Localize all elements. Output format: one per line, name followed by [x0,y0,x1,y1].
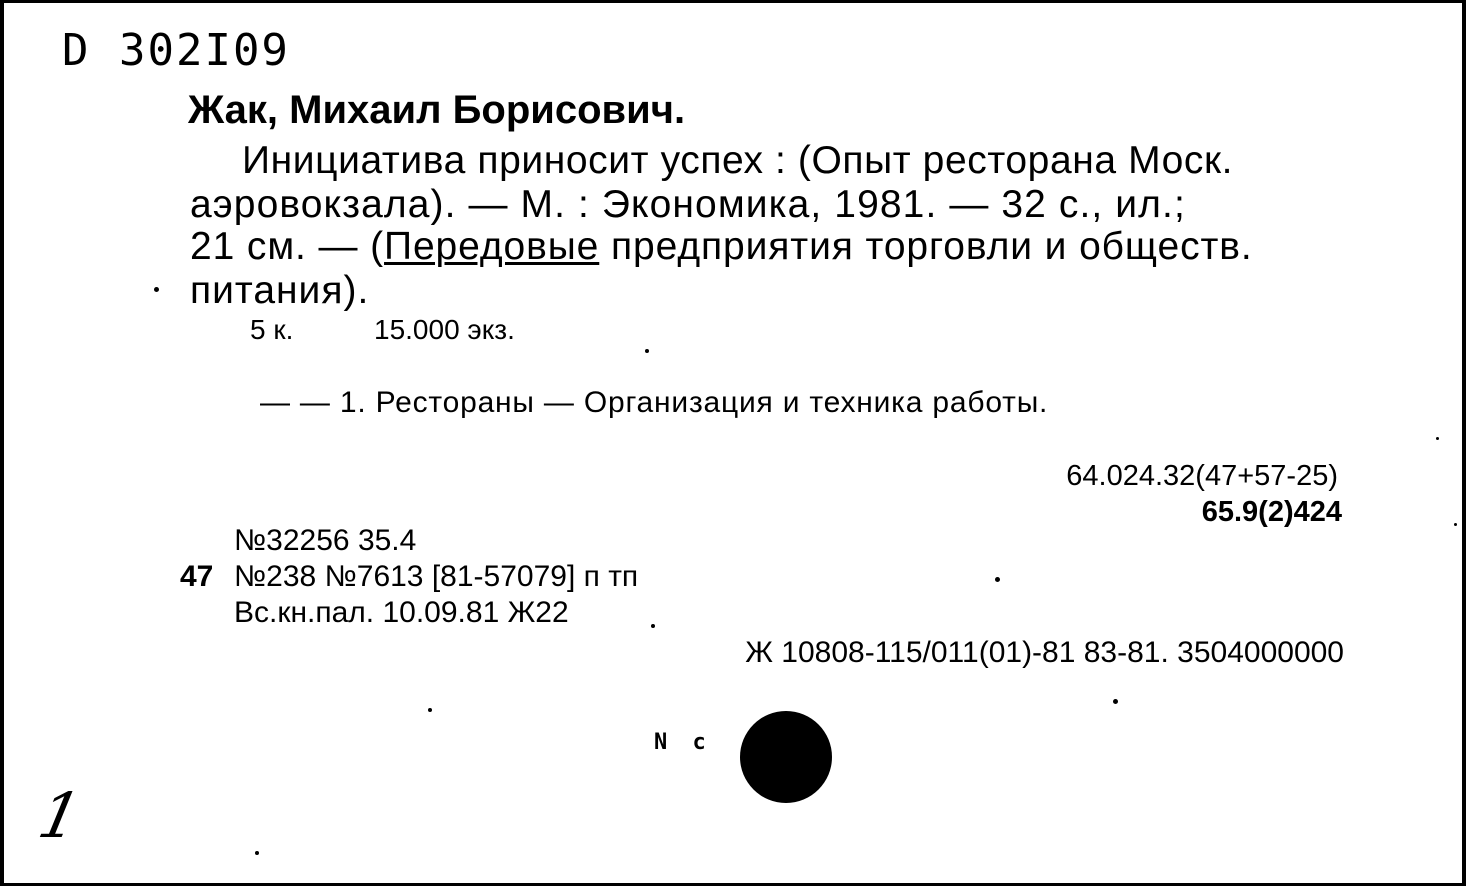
registry-line-3: Вс.кн.пал. 10.09.81 Ж22 [234,596,569,629]
punch-hole-dot [740,711,832,803]
description-line-3-end: предприятия торговли и обществ. [599,225,1253,268]
corner-handwritten-mark: 1 [32,779,88,852]
registry-prefix: 47 [180,560,214,593]
series-title-underlined: Передовые [384,225,600,268]
description-line-1: Инициатива приносит успех : (Опыт ресторана Моск. [242,139,1234,182]
classification-code-2: 65.9(2)424 [1201,496,1342,528]
description-line-4: питания). [190,269,370,312]
card-number: D 302I09 [62,25,290,76]
copies: 15.000 экз. [374,314,515,345]
speck [255,851,259,855]
description-line-2: аэровокзала). — М. : Экономика, 1981. — 32 с., ил.; [190,183,1186,226]
imprint-code: Ж 10808-115/011(01)-81 83-81. 3504000000 [745,636,1344,669]
description-line-3 [190,225,1253,269]
description-line-3-start: 21 см. — ( [190,225,385,268]
speck [1436,437,1439,440]
registry-line-2: №238 №7613 [81-57079] п тп [234,560,639,593]
author-heading: Жак, Михаил Борисович. [188,88,686,132]
price: 5 к. [250,314,294,345]
handwritten-note: N c [654,730,712,755]
classification-code-1: 64.024.32(47+57-25) [1066,460,1338,492]
speck [645,349,649,353]
speck [154,287,159,292]
speck [1454,523,1457,526]
speck [428,708,432,712]
registry-line-1: №32256 35.4 [234,524,417,557]
subject-heading: — — 1. Рестораны — Организация и техника работы. [260,386,1049,419]
speck [651,624,655,628]
speck [1113,699,1118,704]
speck [995,577,1000,582]
